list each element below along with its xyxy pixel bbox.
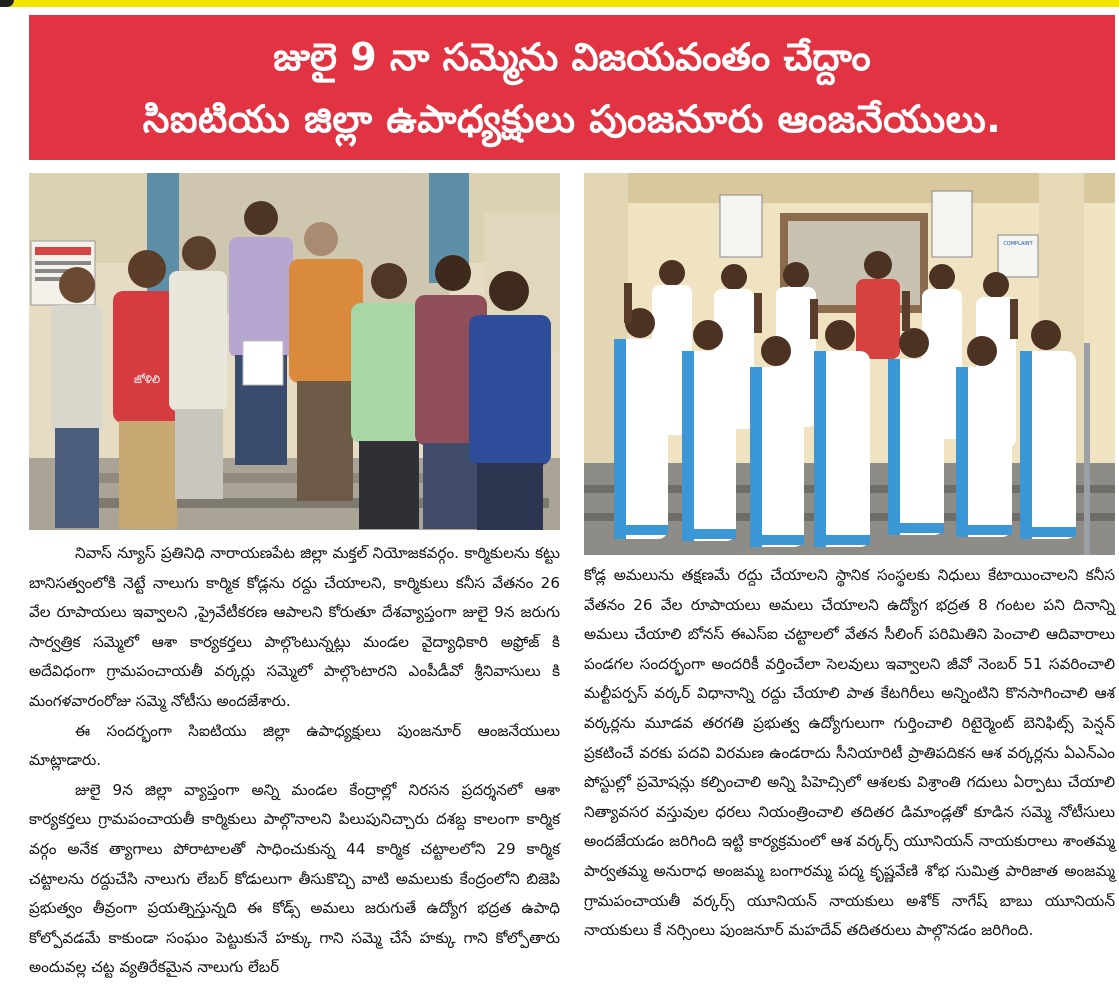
article-column-left: [29, 539, 560, 984]
photo-notice-handover: [29, 173, 560, 530]
jacket-lettering: జోళిలి: [133, 373, 161, 386]
poster-text: COMPLAINT: [1003, 241, 1033, 247]
masthead-logo-fragment: [0, 0, 14, 7]
photo-asha-workers: [584, 173, 1115, 555]
article-paragraph-3: జులై 9న జిల్లా వ్యాప్తంగా అన్ని మండల కేంద్రాల్లో నిరసన ప్రదర్శనలో ఆశా కార్యకర్తలు గ్రామపంచాయతీ కార్మికులు పాల్గొనాలని పిలుపునిచ్చారు దశబ్ద కాలంగా కార్మిక వర్గం అనేక త్యాగాలు పోరాటాలతో సాధించుకున్న 44 కార్మిక చట్టాలలోని 29 కార్మిక చట్టాలను రద్దుచేసి నాలుగు లేబర్ కోడులుగా తీసుకొచ్చి వాటి అమలుకు కేంద్రంలోని బిజెపి ప్రభుత్వం తీవ్రంగా ప్రయత్నిస్తున్నది ఈ కోడ్స్ అమలు జరుగుతే ఉద్యోగ భద్రత ఉపాధి కోల్పోవడమే కాకుండా సంఘం పెట్టుకునే హక్కు గాని సమ్మె చేసే హక్కు గాని కోల్పోతారు అందువల్ల చట్ట వ్యతిరేకమైన నాలుగు లేబర్: [29, 780, 560, 977]
article-paragraph-1: నివాస్ న్యూస్ ప్రతినిధి నారాయణపేట జిల్లా మక్తల్ నియోజకవర్గం. కార్మికులను కట్టు బానిసత్వంలోకి నెట్టే నాలుగు కార్మిక కోడ్లను రద్దు చేయాలని, కార్మికులు కనీస వేతనం 26 వేల రూపాయలు ఇవ్వాలని ,ప్రైవేటీకరణ ఆపాలని కోరుతూ దేశవ్యాప్తంగా జులై 9న జరుగు సార్వత్రిక సమ్మెలో ఆశా కార్యకర్తలు పాల్గొంటున్నట్లు మండల వైద్యాధికారి అఫ్రోజ్ కి అదేవిధంగా గ్రామపంచాయతీ వర్కర్లు సమ్మెలో పాల్గొంటారని ఎంపీడీవో శ్రీనివాసులు కి మంగళవారంరోజు సమ్మె నోటీసు అందజేశారు.: [29, 544, 560, 710]
article-paragraph-4: కోడ్ల అమలును తక్షణమే రద్దు చేయాలని స్థానిక సంస్థలకు నిధులు కేటాయించాలని కనీస వేతనం 26 వేల రూపాయలు అమలు చేయాలని ఉద్యోగ భద్రత 8 గంటల పని దినాన్ని అమలు చేయాలి బోనస్ ఈఎస్ఐ చట్టాలలో వేతన సీలింగ్ పరిమితిని పెంచాలి ఆదివారాలు పండగల సందర్భంగా అందరికీ వర్తించేలా సెలవులు ఇవ్వాలని జీవో నెంబర్ 51 సవరించాలి మల్టీపర్పస్ వర్కర్ విధానాన్ని రద్దు చేయాలి పాత కేటగిరీలు అన్నింటిని కొనసాగించాలి ఆశ వర్కర్లను మూడవ తరగతి ప్రభుత్వ ఉద్యోగులుగా గుర్తించాలి రిటైర్మెంట్ బెనిఫిట్స్ పెన్షన్ ప్రకటించే వరకు పదవి విరమణ ఉండరాదు సీనియారిటీ ప్రాతిపదికన ఆశ వర్కర్లను ఏఎన్ఎం పోస్టుల్లో ప్రమోషన్లు కల్పించాలి అన్ని పిహెచ్సిలో ఆశలకు విశ్రాంతి గదులు ఏర్పాటు చేయాలి నిత్యావసర వస్తువుల ధరలు నియంత్రించాలి తదితర డిమాండ్లతో కూడిన సమ్మె నోటీసులు అందజేయడం జరిగింది ఇట్టి కార్యక్రమంలో ఆశ వర్కర్స్ యూనియన్ నాయకురాలు శాంతమ్మ పార్వతమ్మ అనురాధ అంజమ్మ బంగారమ్మ పద్మ కృష్ణవేణి శోభ సుమిత్ర పారిజాత అంజమ్మ గ్రామపంచాయతీ వర్కర్స్ యూనియన్ నాయకులు అశోక్ నాగేష్ బాబు యూనియన్ నాయకులు కే నర్సింలు పుంజనూర్ మహదేవ్ తదితరులు పాల్గొనడం జరిగింది.: [584, 566, 1115, 940]
headline-line-1: జులై 9 నా సమ్మెను విజయవంతం చేద్దాం: [273, 34, 871, 79]
article-paragraph-2: ఈ సందర్భంగా సిఐటియు జిల్లా ఉపాధ్యక్షులు పుంజనూర్ ఆంజనేయులు మాట్లాడారు.: [29, 721, 560, 770]
article-column-right: [584, 561, 1115, 981]
headline-banner: [29, 15, 1115, 160]
headline-line-2: సిఐటియు జిల్లా ఉపాధ్యక్షులు పుంజనూరు ఆంజనేయులు.: [142, 96, 1002, 141]
top-color-strip: [0, 0, 1119, 7]
